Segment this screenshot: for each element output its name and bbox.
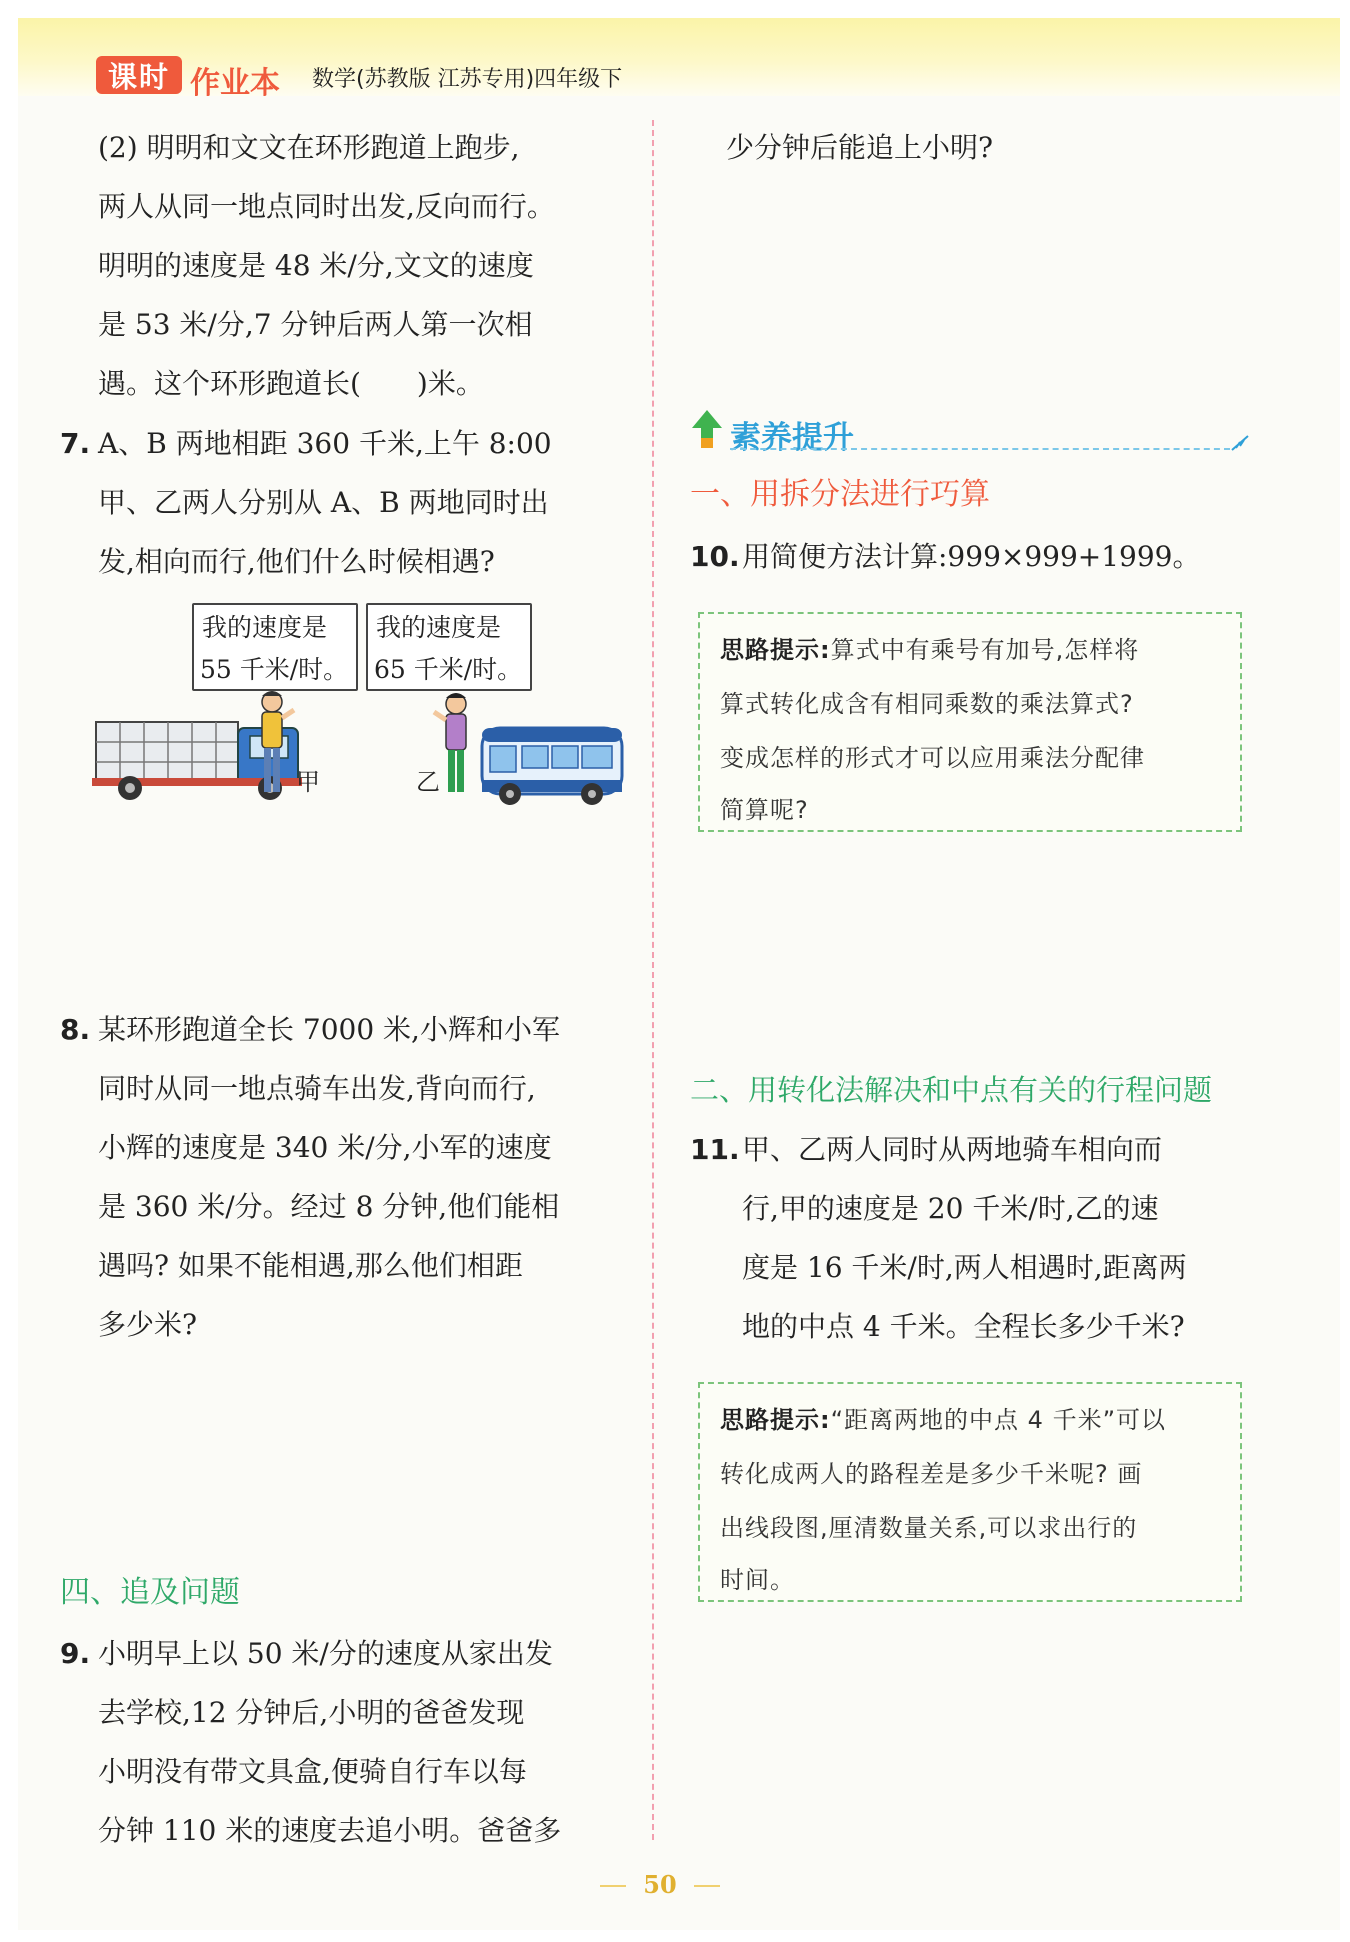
q8-line-5: 遇吗? 如果不能相遇,那么他们相距 [98,1249,523,1282]
q11-line-2: 行,甲的速度是 20 千米/时,乙的速 [742,1192,1159,1225]
q11-line-4: 地的中点 4 千米。全程长多少千米? [742,1310,1185,1343]
q9-continuation: 少分钟后能追上小明? [726,131,994,164]
logo-subtitle: 作业本 [190,66,280,101]
bus-icon [482,728,622,805]
q8-line-1: 某环形跑道全长 7000 米,小辉和小军 [98,1013,560,1046]
q11-number: 11. [690,1133,740,1166]
q11-line-1: 甲、乙两人同时从两地骑车相向而 [742,1133,1163,1166]
q7-line-3: 发,相向而行,他们什么时候相遇? [98,545,495,578]
q6-2-line-4: 是 53 米/分,7 分钟后两人第一次相 [98,308,533,341]
q11-line-3: 度是 16 千米/时,两人相遇时,距离两 [742,1251,1187,1284]
q9-line-1: 小明早上以 50 米/分的速度从家出发 [98,1637,553,1670]
q6-2-line-5: 遇。这个环形跑道长( )米。 [98,367,484,400]
suyang-banner [690,408,1250,456]
q11-hint-label: 思路提示: [720,1406,831,1434]
page-number-rule-right [694,1885,720,1887]
label-yi: 乙 [416,768,440,796]
q11-hint-line-2: 转化成两人的路程差是多少千米呢? 画 [720,1460,1143,1488]
q8-line-4: 是 360 米/分。经过 8 分钟,他们能相 [98,1190,560,1223]
q11-hint-line-1 [720,1408,1166,1432]
q6-2-line-3: 明明的速度是 48 米/分,文文的速度 [98,249,534,282]
q10-hint-line-4: 简算呢? [720,796,809,824]
q11-hint-line-3: 出线段图,厘清数量关系,可以求出行的 [720,1514,1138,1542]
q7-number: 7. [60,427,91,460]
q7-line-2: 甲、乙两人分别从 A、B 两地同时出 [98,486,549,519]
speech-bubble-yi [366,603,532,691]
label-jia: 甲 [296,768,320,796]
page-number: 50 [643,1870,677,1899]
section-four-title: 四、追及问题 [60,1575,240,1610]
q10-hint-label: 思路提示: [720,636,831,664]
feather-icon [1230,434,1252,452]
q10-hint-text-1: 算式中有乘号有加号,怎样将 [830,636,1140,664]
section-one-title: 一、用拆分法进行巧算 [690,477,990,512]
section-two-title: 二、用转化法解决和中点有关的行程问题 [690,1073,1213,1107]
q9-line-4: 分钟 110 米的速度去追小明。爸爸多 [98,1814,562,1847]
q9-line-3: 小明没有带文具盒,便骑自行车以每 [98,1755,527,1788]
q8-line-3: 小辉的速度是 340 米/分,小军的速度 [98,1131,552,1164]
q10-text: 用简便方法计算:999×999+1999。 [742,540,1201,573]
q10-hint-line-2: 算式转化成含有相同乘数的乘法算式? [720,690,1134,718]
speech-bubble-jia [192,603,358,691]
q11-hint-text-1: “距离两地的中点 4 千米”可以 [830,1406,1167,1434]
q6-2-line-2: 两人从同一地点同时出发,反向而行。 [98,190,555,223]
q7-line-1: A、B 两地相距 360 千米,上午 8:00 [98,427,552,460]
logo [96,56,182,94]
bubble-yi-line-1: 我的速度是 [376,613,502,642]
q10-number: 10. [690,540,740,573]
illustration-truck-people-bus [90,688,630,808]
q9-line-2: 去学校,12 分钟后,小明的爸爸发现 [98,1696,525,1729]
bubble-jia-line-1: 我的速度是 [202,613,328,642]
q10-hint-line-1 [720,638,1139,662]
header-subject: 数学(苏教版 江苏专用)四年级下 [312,67,623,92]
column-divider [652,120,654,1840]
q11-hint-box [698,1382,1242,1602]
q8-number: 8. [60,1013,91,1046]
logo-main-text: 课时 [107,59,170,94]
suyang-underline [730,448,1230,450]
bubble-yi-line-2: 65 千米/时。 [374,655,523,684]
q8-line-2: 同时从同一地点骑车出发,背向而行, [98,1072,536,1105]
q10-hint-line-3: 变成怎样的形式才可以应用乘法分配律 [720,744,1145,772]
q10-hint-box [698,612,1242,832]
q8-line-6: 多少米? [98,1308,198,1341]
suyang-title: 素养提升 [730,420,854,456]
q9-number: 9. [60,1637,91,1670]
up-arrow-icon [690,408,724,450]
bubble-jia-line-2: 55 千米/时。 [200,655,349,684]
q6-2-line-1: (2) 明明和文文在环形跑道上跑步, [98,131,520,164]
q11-hint-line-4: 时间。 [720,1566,795,1594]
